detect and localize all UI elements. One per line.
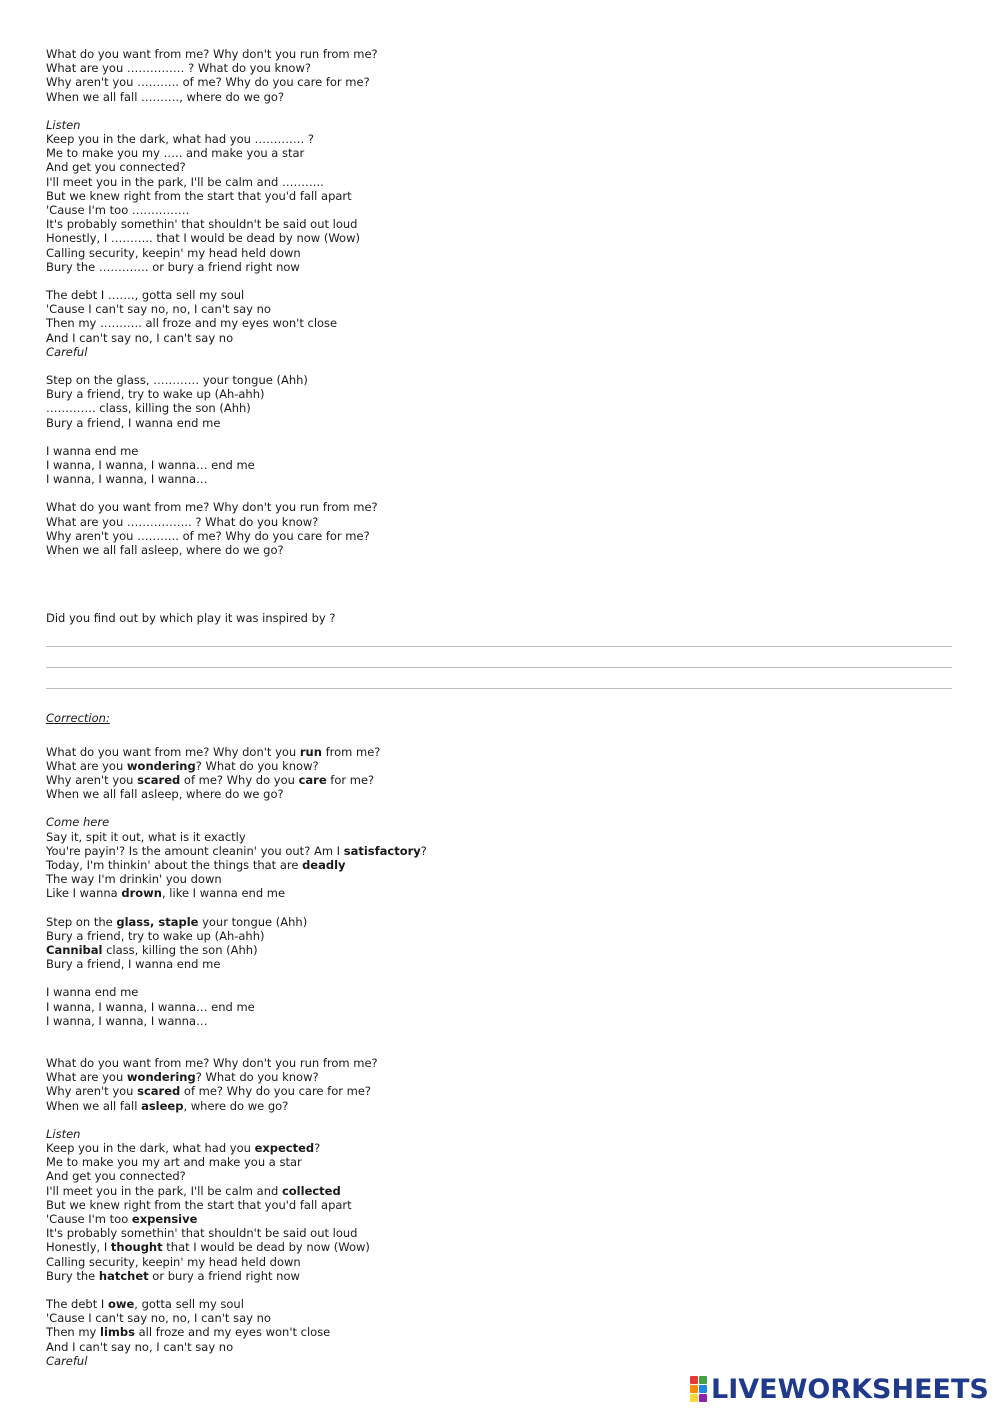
- lyric-line: Bury a friend, I wanna end me: [46, 415, 221, 430]
- section-cue: Listen: [46, 1126, 81, 1141]
- section-cue: Listen: [46, 117, 81, 132]
- logo-square: [690, 1385, 698, 1393]
- stanza: [46, 815, 956, 900]
- lyric-line: What do you want from me? Why don't you run from me?: [46, 47, 378, 61]
- lyric-line: Keep you in the dark, what had you expected?: [46, 1140, 321, 1155]
- exercise-lyrics: [46, 47, 956, 557]
- question-text: Did you find out by which play it was inspired by ?: [46, 611, 336, 626]
- lyric-line: I wanna, I wanna, I wanna… end me: [46, 999, 255, 1014]
- answer-word: expected: [254, 1140, 315, 1155]
- stanza: [46, 915, 956, 972]
- section-cue: Careful: [46, 344, 88, 359]
- lyric-line: 'Cause I can't say no, no, I can't say no: [46, 1311, 271, 1326]
- lyric-line: I wanna end me: [46, 985, 139, 1000]
- lyric-line: And I can't say no, I can't say no: [46, 1339, 234, 1354]
- lyric-line: What do you want from me? Why don't you run from me?: [46, 744, 381, 759]
- worksheet-document: [46, 47, 956, 1368]
- stanza: [46, 118, 956, 274]
- lyric-line: When we all fall asleep, where do we go?: [46, 543, 284, 558]
- answer-word: glass, staple: [116, 914, 199, 929]
- lyric-line: Today, I'm thinkin' about the things that are deadly: [46, 857, 346, 872]
- lyric-line: And get you connected?: [46, 1169, 186, 1184]
- lyric-line: Keep you in the dark, what had you …………. ?: [46, 132, 314, 147]
- answer-word: Cannibal: [46, 942, 103, 957]
- answer-word: wondering: [126, 1070, 196, 1085]
- lyric-line: 'Cause I'm too expensive: [46, 1211, 198, 1226]
- lyric-line: I wanna, I wanna, I wanna…: [46, 472, 208, 487]
- lyric-line: Bury the …………. or bury a friend right now: [46, 259, 300, 274]
- lyric-line: The debt I owe, gotta sell my soul: [46, 1297, 244, 1311]
- lyric-line: Step on the glass, ………… your tongue (Ahh): [46, 373, 308, 388]
- lyric-line: It's probably somethin' that shouldn't be said out loud: [46, 1226, 358, 1241]
- answer-word: scared: [137, 772, 181, 787]
- answer-word: care: [298, 772, 327, 787]
- lyric-line: Why aren't you ……….. of me? Why do you care for me?: [46, 75, 370, 90]
- lyric-line: The way I'm drinkin' you down: [46, 872, 222, 887]
- answer-word: deadly: [302, 857, 346, 872]
- logo-text: LIVEWORKSHEETS: [711, 1373, 989, 1405]
- liveworksheets-logo: [690, 1374, 989, 1404]
- lyric-line: Me to make you my ….. and make you a star: [46, 146, 305, 161]
- lyric-line: What do you want from me? Why don't you run from me?: [46, 500, 378, 515]
- answer-word: asleep: [141, 1098, 184, 1113]
- lyric-line: You're payin'? Is the amount cleanin' you out? Am I satisfactory?: [46, 843, 427, 858]
- answer-word: collected: [281, 1183, 341, 1198]
- lyric-line: When we all fall asleep, where do we go?: [46, 1098, 289, 1113]
- answer-word: run: [299, 744, 322, 759]
- lyric-line: Me to make you my art and make you a star: [46, 1155, 302, 1170]
- answer-word: hatchet: [98, 1268, 149, 1283]
- answer-word: scared: [137, 1084, 181, 1099]
- correction-title: Correction:: [46, 710, 110, 725]
- stanza: [46, 47, 956, 104]
- logo-icon: [690, 1376, 707, 1402]
- lyric-line: I'll meet you in the park, I'll be calm and collected: [46, 1183, 341, 1198]
- lyric-line: Then my limbs all froze and my eyes won't close: [46, 1325, 331, 1340]
- lyric-line: What are you …………….. ? What do you know?: [46, 514, 319, 529]
- stanza: [46, 444, 956, 487]
- section-cue: Come here: [46, 815, 110, 830]
- answer-word: owe: [107, 1297, 135, 1311]
- lyric-line: Why aren't you ……….. of me? Why do you care for me?: [46, 528, 370, 543]
- lyric-line: 'Cause I can't say no, no, I can't say no: [46, 302, 271, 317]
- lyric-line: I wanna, I wanna, I wanna… end me: [46, 458, 255, 473]
- lyric-line: Why aren't you scared of me? Why do you care for me?: [46, 1084, 372, 1099]
- lyric-line: 'Cause I'm too ……………: [46, 203, 190, 218]
- lyric-line: …………. class, killing the son (Ahh): [46, 401, 251, 416]
- correction-lyrics: [46, 745, 956, 1369]
- stanza: [46, 500, 956, 557]
- lyric-line: Step on the glass, staple your tongue (Ahh): [46, 914, 308, 929]
- answer-word: drown: [121, 886, 162, 901]
- lyric-line: Honestly, I thought that I would be dead by now (Wow): [46, 1240, 370, 1255]
- answer-line[interactable]: [46, 688, 952, 689]
- lyric-line: I'll meet you in the park, I'll be calm and ………..: [46, 174, 324, 189]
- lyric-line: Why aren't you scared of me? Why do you care for me?: [46, 772, 375, 787]
- answer-word: wondering: [126, 758, 196, 773]
- lyric-line: Calling security, keepin' my head held down: [46, 1254, 301, 1269]
- lyric-line: When we all fall asleep, where do we go?: [46, 787, 284, 802]
- lyric-line: What do you want from me? Why don't you run from me?: [46, 1055, 378, 1070]
- stanza: [46, 1056, 956, 1113]
- lyric-line: But we knew right from the start that you'd fall apart: [46, 188, 352, 203]
- lyric-line: What are you …………… ? What do you know?: [46, 61, 311, 76]
- lyric-line: Bury a friend, I wanna end me: [46, 957, 221, 972]
- lyric-line: I wanna end me: [46, 443, 139, 458]
- logo-square: [690, 1394, 698, 1402]
- stanza: [46, 1297, 956, 1368]
- answer-line[interactable]: [46, 646, 952, 647]
- logo-square: [690, 1376, 698, 1384]
- lyric-line: Bury a friend, try to wake up (Ah-ahh): [46, 928, 265, 943]
- stanza: [46, 373, 956, 430]
- lyric-line: What are you wondering? What do you know?: [46, 758, 319, 773]
- answer-word: thought: [110, 1240, 163, 1255]
- section-cue: Careful: [46, 1353, 88, 1368]
- lyric-line: Like I wanna drown, like I wanna end me: [46, 886, 286, 901]
- logo-square: [699, 1385, 707, 1393]
- lyric-line: When we all fall ………., where do we go?: [46, 89, 285, 104]
- lyric-line: Say it, spit it out, what is it exactly: [46, 829, 246, 844]
- answer-word: limbs: [100, 1325, 135, 1340]
- stanza: [46, 985, 956, 1028]
- lyric-line: The debt I ……., gotta sell my soul: [46, 288, 245, 303]
- answer-word: satisfactory: [343, 843, 421, 858]
- lyric-line: And get you connected?: [46, 160, 186, 175]
- stanza: [46, 288, 956, 359]
- lyric-line: Calling security, keepin' my head held down: [46, 245, 301, 260]
- lyric-line: It's probably somethin' that shouldn't be said out loud: [46, 217, 358, 232]
- lyric-line: Honestly, I ……….. that I would be dead by now (Wow): [46, 231, 360, 246]
- logo-square: [699, 1376, 707, 1384]
- lyric-line: Bury the hatchet or bury a friend right now: [46, 1268, 300, 1283]
- lyric-line: Cannibal class, killing the son (Ahh): [46, 942, 258, 957]
- lyric-line: Then my ……….. all froze and my eyes won't close: [46, 316, 338, 331]
- lyric-line: I wanna, I wanna, I wanna…: [46, 1013, 208, 1028]
- lyric-line: But we knew right from the start that you'd fall apart: [46, 1197, 352, 1212]
- answer-line[interactable]: [46, 667, 952, 668]
- stanza: [46, 745, 956, 802]
- lyric-line: What are you wondering? What do you know?: [46, 1070, 319, 1085]
- lyric-line: And I can't say no, I can't say no: [46, 330, 234, 345]
- stanza: [46, 1127, 956, 1283]
- logo-square: [699, 1394, 707, 1402]
- answer-word: expensive: [131, 1211, 198, 1226]
- lyric-line: Bury a friend, try to wake up (Ah-ahh): [46, 387, 265, 402]
